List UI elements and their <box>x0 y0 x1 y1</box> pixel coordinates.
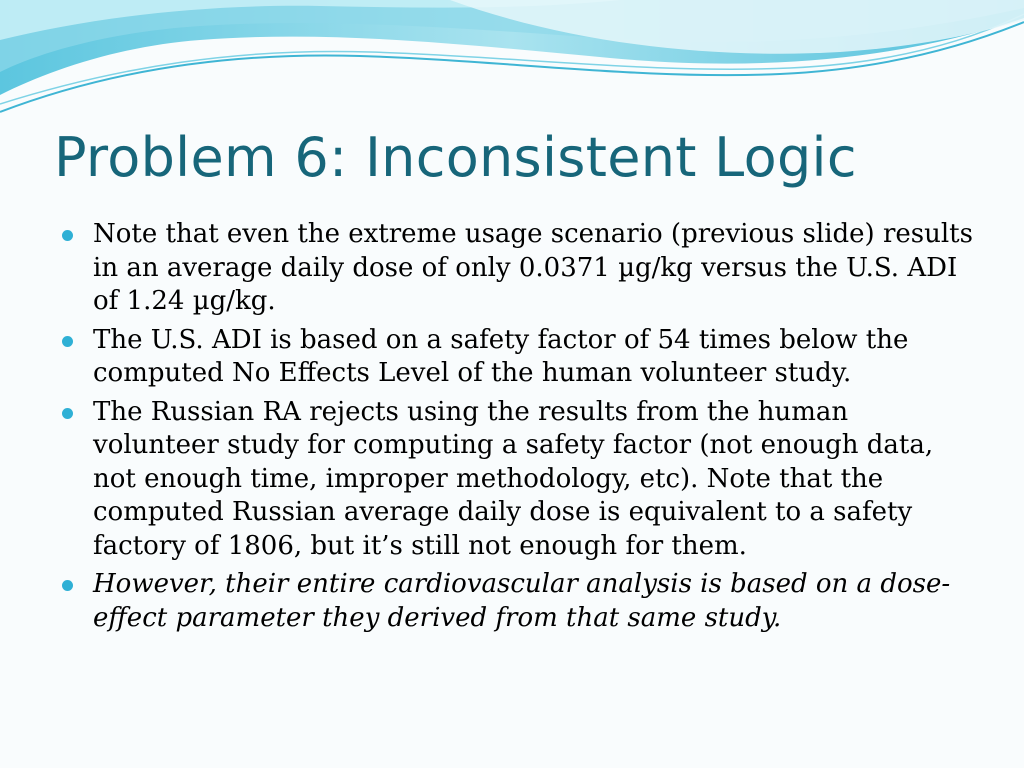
bullet-item <box>60 396 980 564</box>
bullet-text: The Russian RA rejects using the results from the human volunteer study for computing a safety factor (not enough data, not enough time, improper methodology, etc). Note that the computed Russian average daily dose is equivalent to a safety factory of 1806, but it’s still not enough for them. <box>93 396 934 561</box>
slide-title: Problem 6: Inconsistent Logic <box>54 126 857 189</box>
filled-circle-bullet-icon <box>62 230 73 241</box>
filled-circle-bullet-icon <box>62 580 73 591</box>
bullet-item <box>60 218 980 319</box>
bullet-item <box>60 324 980 391</box>
bullet-text-emphasis: However, their entire cardiovascular analysis is based on a dose-effect parameter they derived from that same study. <box>93 569 951 633</box>
header-wave-decoration <box>0 0 1024 130</box>
bullet-text: Note that even the extreme usage scenario (previous slide) results in an average daily dose of only 0.0371 µg/kg versus the U.S. ADI of 1.24 µg/kg. <box>93 219 973 316</box>
filled-circle-bullet-icon <box>62 408 73 419</box>
bullet-text: The U.S. ADI is based on a safety factor of 54 times below the computed No Effects Level of the human volunteer study. <box>93 324 909 388</box>
bullet-item <box>60 568 980 635</box>
filled-circle-bullet-icon <box>62 336 73 347</box>
bullet-list <box>60 218 980 640</box>
